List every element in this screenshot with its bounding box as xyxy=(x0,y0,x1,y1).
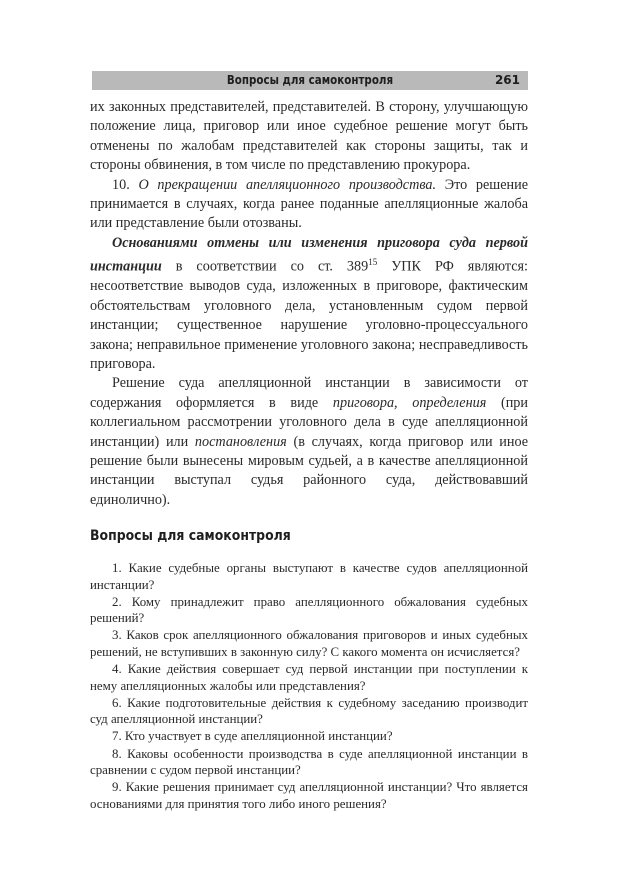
article-superscript: 15 xyxy=(368,257,378,268)
paragraph-text: в соответствии со ст. 389 xyxy=(161,258,369,275)
section-heading xyxy=(90,528,528,544)
question-item: 4. Какие действия совершает суд первой инстанции при поступлении к нему апелляционных жалобы или представления? xyxy=(90,662,528,693)
item-number: 10. xyxy=(112,176,139,193)
question-item: 3. Каков срок апелляционного обжалования приговоров и иных судебных решений, не вступивших в законную силу? С какого момента он исчисляется? xyxy=(90,628,528,659)
question-item: 1. Какие судебные органы выступают в качестве судов апелляционной инстанции? xyxy=(90,561,528,592)
question-item: 8. Каковы особенности производства в суде апелляционной инстанции в сравнении с судом первой инстанции? xyxy=(90,746,528,778)
paragraph-text: (при коллегиальном рассмотрении уголовного дела в суде апелляционной инстанции) или xyxy=(90,394,528,450)
paragraph-continuation xyxy=(90,98,528,176)
paragraph-grounds xyxy=(90,234,528,375)
question-item: 7. Кто участвует в суде апелляционной инстанции? xyxy=(112,729,393,744)
page-number: 261 xyxy=(494,73,520,87)
paragraph-item-10 xyxy=(90,176,528,234)
section-heading-text: Вопросы для самоконтроля xyxy=(90,528,291,544)
running-header xyxy=(92,71,528,90)
paragraph-decision xyxy=(90,374,528,510)
main-text xyxy=(90,98,528,510)
questions-list xyxy=(90,560,528,813)
paragraph-text: Это решение принимается в случаях, когда ранее поданные апелляционные жалоба или представление были отозваны. xyxy=(90,176,528,232)
item-heading: О прекращении апелляционного производства. xyxy=(138,176,437,193)
paragraph-text: (в случаях, когда приговор или иное решение были вынесены мировым судьей, а в качестве апелляционной инстанции выступал судья районного суда, действовавший единолично). xyxy=(90,433,529,508)
question-item: 6. Какие подготовительные действия к судебному заседанию производит суд апелляционной инстанции? xyxy=(90,695,528,727)
paragraph-text: их законных представителей, представителей. В сторону, улучшающую положение лица, приговор или иное судебное решение могут быть отменены по жалобам представителей как стороны защиты, так и стороны обвинения, в том числе по представлению прокурора. xyxy=(90,99,528,174)
bold-term: Основаниями отмены или изменения приговора суда первой инстанции xyxy=(90,234,528,275)
italic-term: постановления xyxy=(194,433,287,450)
italic-term: приговора, определения xyxy=(332,394,487,411)
paragraph-text: УПК РФ являются: несоответствие выводов суда, изложенных в приговоре, фактическим обстоятельствам уголовного дела, установленным судом первой инстанции; существенное нарушение уголовно-процессуального закона; неправильное применение уголовного закона; несправедливость приговора. xyxy=(90,258,528,373)
paragraph-text: Решение суда апелляционной инстанции в зависимости от содержания оформляется в виде xyxy=(90,375,528,411)
question-item: 9. Какие решения принимает суд апелляционной инстанции? Что является основаниями для принятия того либо иного решения? xyxy=(90,780,528,811)
running-header-title: Вопросы для самоконтроля xyxy=(226,73,394,87)
question-item: 2. Кому принадлежит право апелляционного обжалования судебных решений? xyxy=(90,594,528,626)
